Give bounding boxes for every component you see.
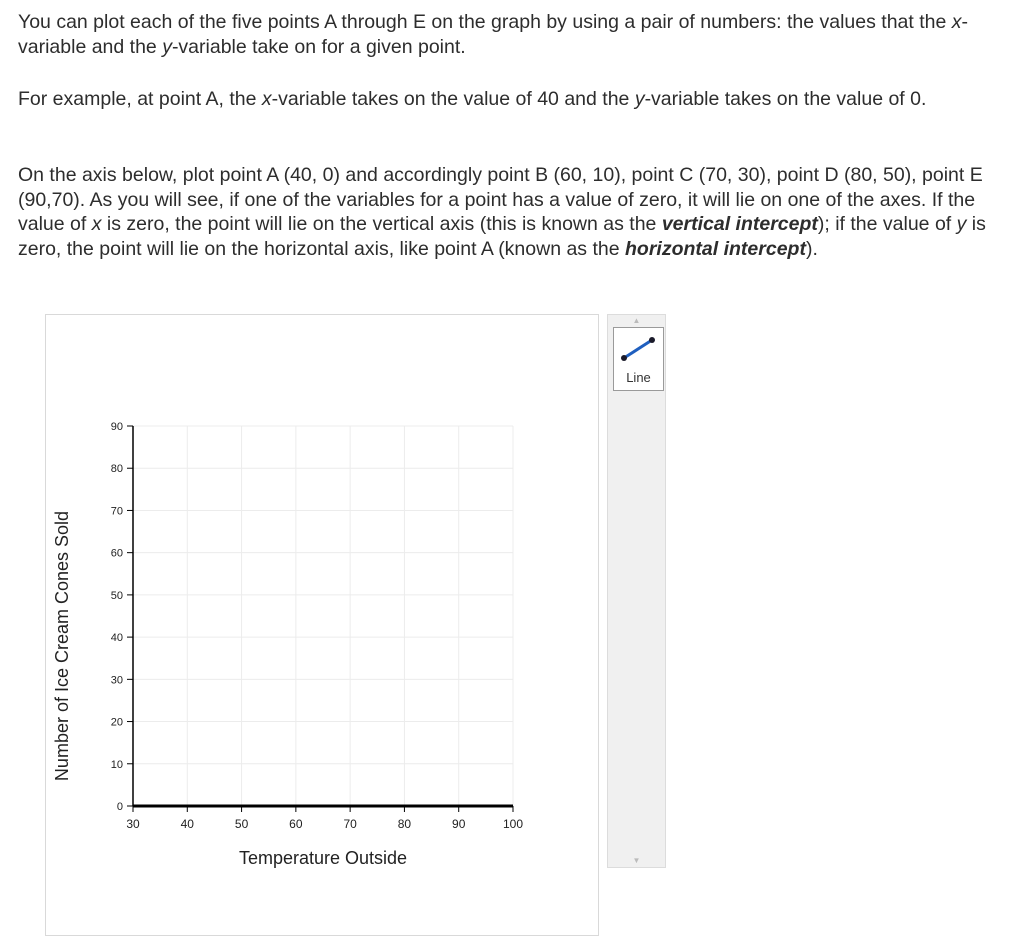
y-tick-label-70: 70 bbox=[110, 505, 123, 518]
instructions-paragraph-2: For example, at point A, the x-variable takes on the value of 40 and the y-variable takes on the value of 0. bbox=[18, 88, 927, 110]
x-tick-label-90: 90 bbox=[452, 817, 466, 831]
instructions-paragraph-1: You can plot each of the five points A through E on the graph by using a pair of numbers: the values that the x-variable and the y-variable take on for a given point. bbox=[18, 11, 968, 58]
y-tick-label-90: 90 bbox=[110, 421, 123, 433]
x-tick-label-30: 30 bbox=[126, 817, 140, 831]
y-tick-label-20: 20 bbox=[110, 716, 123, 729]
x-tick-label-70: 70 bbox=[343, 817, 357, 831]
line-tool-icon bbox=[620, 334, 658, 364]
x-tick-label-100: 100 bbox=[502, 817, 524, 831]
x-tick-label-80: 80 bbox=[397, 817, 412, 831]
x-tick-label-40: 40 bbox=[180, 817, 194, 831]
line-tool-button[interactable] bbox=[613, 327, 664, 391]
y-tick-label-30: 30 bbox=[110, 674, 123, 687]
y-tick-label-0: 0 bbox=[116, 801, 123, 813]
y-axis-label: Number of Ice Cream Cones Sold bbox=[52, 510, 72, 782]
scroll-up-arrow-icon[interactable]: ▲ bbox=[632, 316, 641, 325]
graph-panel[interactable] bbox=[45, 314, 599, 936]
x-tick-label-60: 60 bbox=[289, 817, 303, 831]
instructions-paragraph-3: On the axis below, plot point A (40, 0) and accordingly point B (60, 10), point C (70, 30), point D (80, 50), point E (90,70). As you will see, if one of the variables for a point has a value of zero, it will lie on one of the axes. If the value of x is zero, the point will lie on the vertical axis (this is known as the vertical intercept); if the value of y is zero, the point will lie on the horizontal axis, like point A (known as the horizontal intercept). bbox=[18, 164, 986, 260]
scroll-down-arrow-icon[interactable]: ▼ bbox=[632, 856, 641, 865]
plot-area[interactable] bbox=[46, 315, 598, 935]
y-tick-label-60: 60 bbox=[110, 547, 123, 560]
y-tick-label-40: 40 bbox=[110, 632, 123, 645]
y-tick-label-10: 10 bbox=[110, 758, 123, 771]
tool-panel[interactable] bbox=[607, 314, 666, 868]
y-tick-label-80: 80 bbox=[110, 463, 123, 476]
line-tool-label: Line bbox=[626, 370, 651, 385]
y-tick-label-50: 50 bbox=[110, 589, 123, 602]
x-tick-label-50: 50 bbox=[234, 817, 249, 831]
x-axis-label: Temperature Outside bbox=[238, 848, 408, 868]
